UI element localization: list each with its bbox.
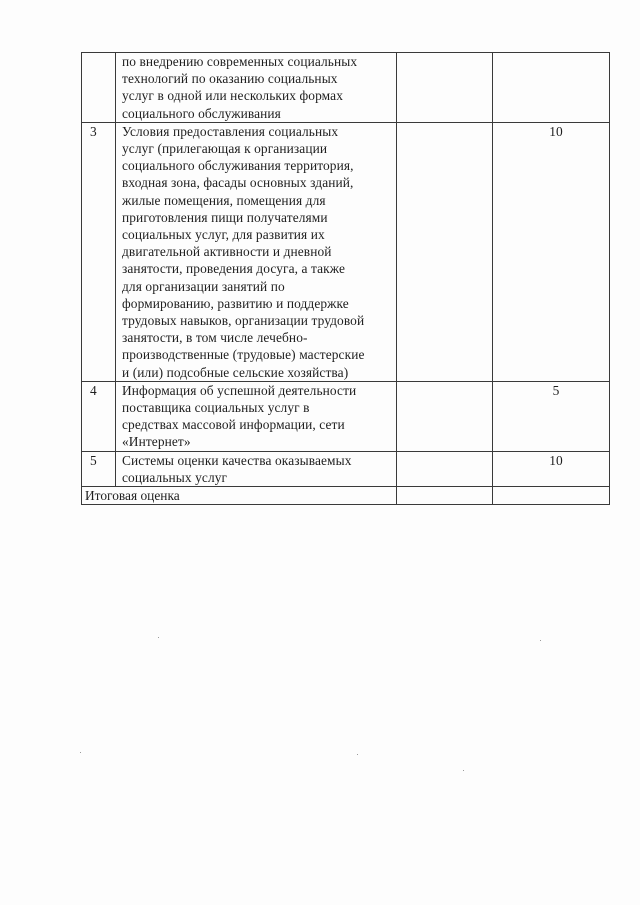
criteria-table bbox=[81, 52, 610, 505]
row-number: 4 bbox=[90, 382, 97, 398]
criterion-line: формированию, развитию и поддержке bbox=[122, 295, 349, 311]
score-cell bbox=[493, 451, 610, 486]
score-value: 10 bbox=[549, 452, 563, 468]
table-row bbox=[82, 451, 610, 486]
scan-speck bbox=[80, 752, 81, 753]
scan-speck bbox=[357, 754, 358, 755]
criterion-line: социальных услуг bbox=[122, 469, 228, 485]
empty-cell bbox=[397, 487, 493, 505]
score-value: 10 bbox=[549, 123, 563, 139]
total-label: Итоговая оценка bbox=[85, 488, 180, 504]
criterion-line: занятости, в том числе лечебно- bbox=[122, 330, 308, 346]
row-number-cell bbox=[82, 381, 116, 451]
scan-speck bbox=[463, 770, 464, 771]
criterion-line: социального обслуживания территория, bbox=[122, 158, 354, 174]
total-row bbox=[82, 487, 610, 505]
scan-speck bbox=[158, 637, 159, 638]
criterion-line: «Интернет» bbox=[122, 434, 191, 450]
score-cell bbox=[493, 381, 610, 451]
criterion-line: входная зона, фасады основных зданий, bbox=[122, 175, 354, 191]
score-cell bbox=[493, 122, 610, 381]
criterion-cell bbox=[116, 381, 397, 451]
criterion-line: Системы оценки качества оказываемых bbox=[122, 452, 352, 468]
criterion-line: социального обслуживания bbox=[122, 105, 281, 121]
empty-cell bbox=[397, 381, 493, 451]
criterion-line: услуг в одной или нескольких формах bbox=[122, 88, 344, 104]
empty-cell bbox=[397, 122, 493, 381]
criterion-line: трудовых навыков, организации трудовой bbox=[122, 313, 365, 329]
criterion-cell bbox=[116, 53, 397, 123]
total-score-cell bbox=[493, 487, 610, 505]
row-number-cell bbox=[82, 122, 116, 381]
criterion-line: приготовления пищи получателями bbox=[122, 209, 328, 225]
criterion-line: Условия предоставления социальных bbox=[122, 123, 339, 139]
criterion-line: поставщика социальных услуг в bbox=[122, 400, 310, 416]
criterion-line: для организации занятий по bbox=[122, 278, 285, 294]
criterion-line: социальных услуг, для развития их bbox=[122, 227, 325, 243]
criterion-cell bbox=[116, 122, 397, 381]
score-value: 5 bbox=[552, 382, 560, 398]
table-row bbox=[82, 53, 610, 123]
criterion-line: услуг (прилегающая к организации bbox=[122, 141, 328, 157]
row-number-cell bbox=[82, 53, 116, 123]
score-cell bbox=[493, 53, 610, 123]
criterion-line: производственные (трудовые) мастерские bbox=[122, 347, 365, 363]
scan-speck bbox=[540, 640, 541, 641]
criterion-line: занятости, проведения досуга, а также bbox=[122, 261, 345, 277]
criterion-line: двигательной активности и дневной bbox=[122, 244, 332, 260]
empty-cell bbox=[397, 53, 493, 123]
criterion-line: технологий по оказанию социальных bbox=[122, 71, 338, 87]
row-number: 5 bbox=[90, 452, 97, 468]
criterion-line: и (или) подсобные сельские хозяйства) bbox=[122, 364, 349, 380]
criterion-line: по внедрению современных социальных bbox=[122, 54, 358, 69]
empty-cell bbox=[397, 451, 493, 486]
table-row bbox=[82, 381, 610, 451]
criterion-line: Информация об успешной деятельности bbox=[122, 382, 357, 398]
row-number: 3 bbox=[90, 123, 97, 139]
criterion-cell bbox=[116, 451, 397, 486]
total-label-cell bbox=[82, 487, 397, 505]
row-number-cell bbox=[82, 451, 116, 486]
table-row bbox=[82, 122, 610, 381]
criterion-line: средствах массовой информации, сети bbox=[122, 417, 345, 433]
criterion-line: жилые помещения, помещения для bbox=[122, 192, 326, 208]
